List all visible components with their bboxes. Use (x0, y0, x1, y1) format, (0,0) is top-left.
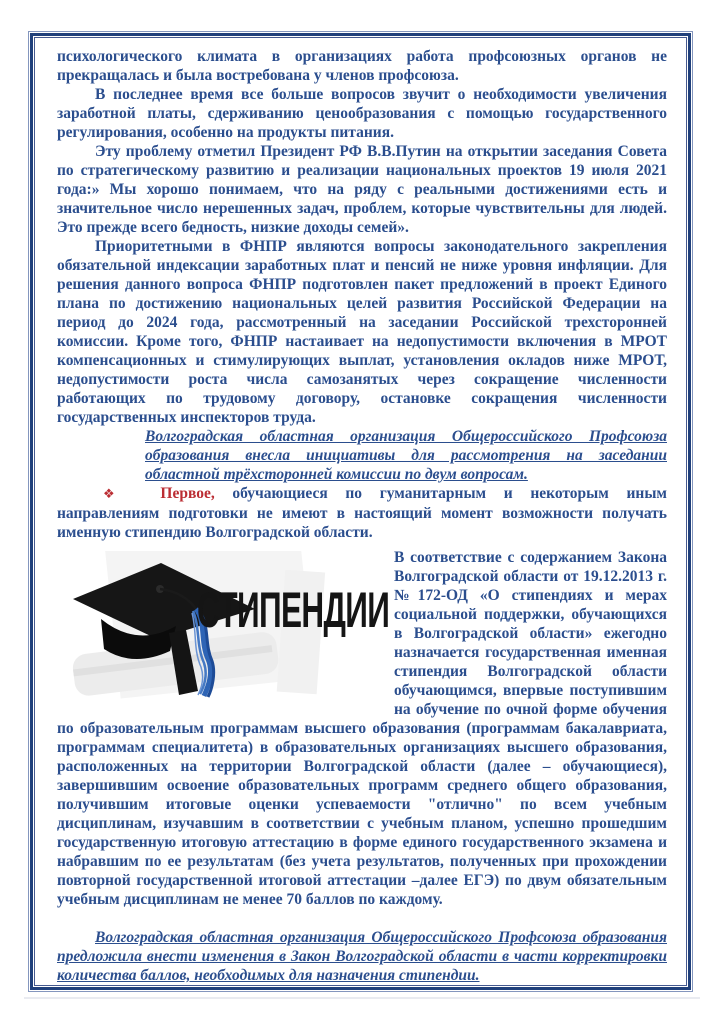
document-content (35, 38, 686, 985)
page-border-middle (30, 33, 691, 990)
scholarship-paragraph-text: В соответствие с содержанием Закона Волгоградской области от 19.12.2013 г. №172-ОД «О стипендиях и мерах социальной поддержки, обучающихся в Волгоградской области» ежегодно назначается государственная именная стипендия Волгоградской области обучающимся, впервые поступившим на обучение по очной форме обучения по образовательным программам высшего образования (программам бакалавриата, программам специалитета) в образовательных организациях высшего образования, расположенных на территории Волгоградской области (далее – обучающиеся), завершившим освоение образовательных программ среднего общего образования, получившим итоговые оценки успеваемости "отлично" по всем учебным дисциплинам, изучавшим в соответствии с учебным планом, успешно прошедшим государственную итоговую аттестацию в форме единого государственного экзамена и набравшим по ее результатам (без учета результатов, полученных при прохождении повторной государственной итоговой аттестации –далее ЕГЭ) по двум обязательным учебным дисциплинам не менее 70 баллов по каждому. (57, 549, 667, 908)
page-border-outer (28, 31, 693, 992)
italic-statement-initiatives: Волгоградская областная организация Общероссийского Профсоюза образования внесла инициативы для рассмотрения на заседании областной трёхсторонней комиссии по двум вопросам. (145, 428, 667, 483)
paragraph-president-quote: Эту проблему отметил Президент РФ В.В.Путин на открытии заседания Совета по стратегическому развитию и реализации национальных проектов 19 июля 2021 года:» Мы хорошо понимаем, что на ряду с реальными достижениями есть и значительное число нерешенных задач, проблем, которые чувствительны для людей. Это прежде всего бедность, низкие доходы семей». (57, 143, 667, 236)
scholarship-image (57, 551, 388, 701)
bullet-paragraph-first (57, 484, 667, 542)
page-border-inner (34, 37, 687, 986)
bullet-lead-word: Первое, (160, 485, 215, 502)
paragraph-psychological-climate: психологического климата в организациях работа профсоюзных органов не прекращалась и была востребована у членов профсоюза. (57, 48, 667, 84)
paragraph-fnpr-priorities: Приоритетными в ФНПР являются вопросы законодательного закрепления обязательной индексации заработных плат и пенсий не ниже уровня инфляции. Для решения данного вопроса ФНПР подготовлен пакет предложений в проект Единого плана по достижению национальных целей развития Российской Федерации на период до 2024 года, рассмотренный на заседании Российской трехсторонней комиссии. Кроме того, ФНПР настаивает на недопустимости включения в МРОТ компенсационных и стимулирующих выплат, установления окладов ниже МРОТ, недопустимости роста числа самозанятых через сокращение численности работающих по трудовому договору, остановке сокращения численности государственных инспекторов труда. (57, 238, 667, 426)
diamond-bullet-icon: ❖ (103, 487, 129, 502)
italic-statement-proposal: Волгоградская областная организация Общероссийского Профсоюза образования предложила внести изменения в Закон Волгоградской области в части корректировки количества баллов, необходимых для назначения стипендии. (57, 929, 667, 984)
paragraph-wage-questions: В последнее время все больше вопросов звучит о необходимости увеличения заработной платы, сдерживанию ценообразования с помощью государственного регулирования, особенно на продукты питания. (57, 86, 667, 141)
paragraph-scholarship-law (57, 548, 667, 909)
bullet-text: обучающиеся по гуманитарным и некоторым иным направлениям подготовки не имеют в настоящий момент возможности получать именную стипендию Волгоградской области. (57, 485, 667, 541)
page-bottom-shadow (24, 997, 700, 999)
image-caption: СТИПЕНДИИ (197, 582, 390, 638)
